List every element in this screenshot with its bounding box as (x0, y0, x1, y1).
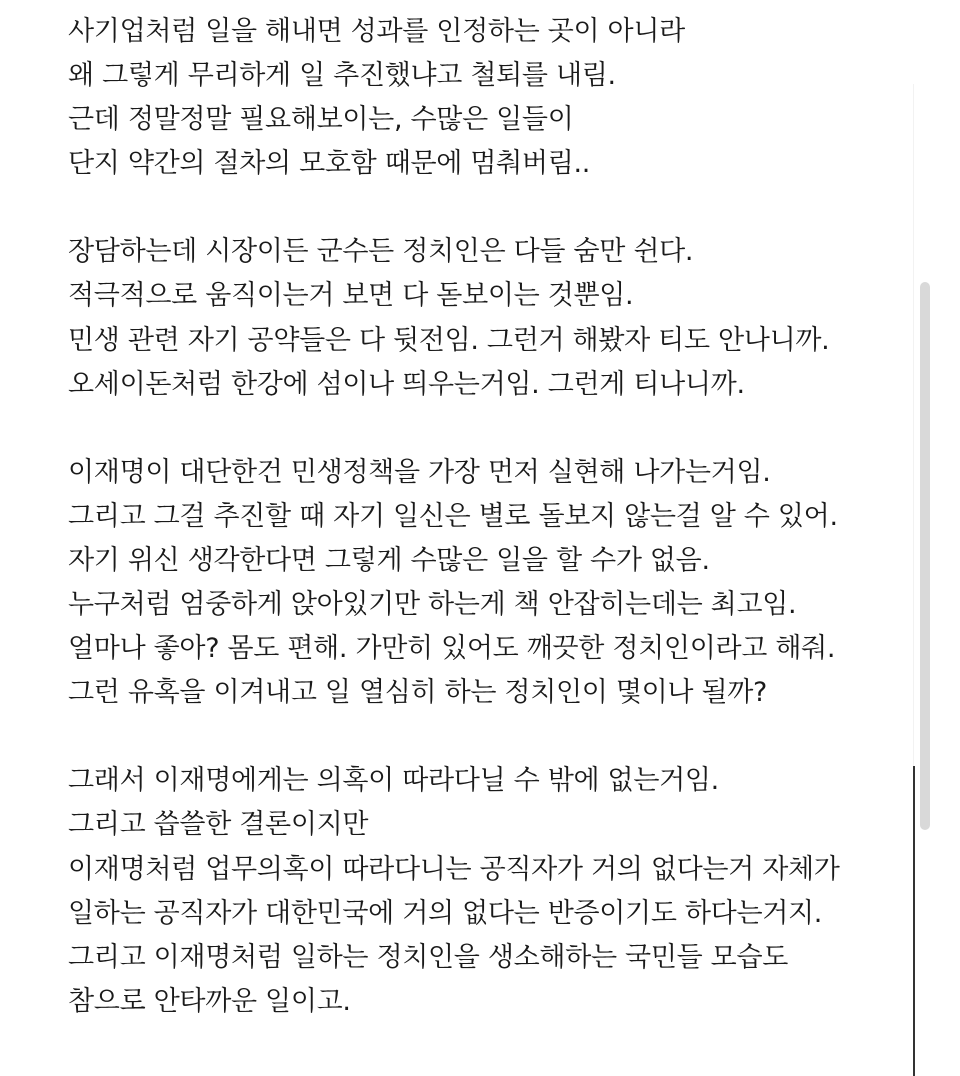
text-line: 그리고 씁쓸한 결론이지만 (68, 809, 369, 841)
post-body (68, 10, 908, 1068)
paragraph-3 (68, 451, 908, 716)
text-line: 누구처럼 엄중하게 앉아있기만 하는게 책 안잡히는데는 최고임. (68, 589, 797, 621)
scrollbar-thumb[interactable] (920, 282, 930, 830)
text-line: 그런 유혹을 이겨내고 일 열심히 하는 정치인이 몇이나 될까? (68, 677, 768, 709)
text-line: 적극적으로 움직이는거 보면 다 돋보이는 것뿐임. (68, 280, 634, 312)
text-line: 얼마나 좋아? 몸도 편해. 가만히 있어도 깨끗한 정치인이라고 해줘. (68, 633, 836, 665)
text-line: 장담하는데 시장이든 군수든 정치인은 다들 숨만 쉰다. (68, 236, 694, 268)
text-line: 사기업처럼 일을 해내면 성과를 인정하는 곳이 아니라 (68, 16, 685, 47)
paragraph-1 (68, 10, 908, 186)
text-line: 왜 그렇게 무리하게 일 추진했냐고 철퇴를 내림. (68, 60, 616, 92)
text-line: 그리고 이재명처럼 일하는 정치인을 생소해하는 국민들 모습도 (68, 941, 789, 973)
page-edge-divider (913, 766, 915, 1076)
text-line: 이재명이 대단한건 민생정책을 가장 먼저 실현해 나가는거임. (68, 456, 771, 488)
paragraph-2 (68, 230, 908, 406)
text-line: 단지 약간의 절차의 모호함 때문에 멈춰버림.. (68, 148, 591, 180)
text-line: 일하는 공직자가 대한민국에 거의 없다는 반증이기도 하다는거지. (68, 897, 823, 929)
text-line: 그리고 그걸 추진할 때 자기 일신은 별로 돌보지 않는걸 알 수 있어. (68, 500, 838, 532)
paragraph-4 (68, 759, 908, 1024)
text-line: 이재명처럼 업무의혹이 따라다니는 공직자가 거의 없다는거 자체가 (68, 853, 840, 885)
text-line: 민생 관련 자기 공약들은 다 뒷전임. 그런거 해봤자 티도 안나니까. (68, 324, 830, 356)
text-line: 오세이돈처럼 한강에 섬이나 띄우는거임. 그런게 티나니까. (68, 368, 745, 400)
text-line: 참으로 안타까운 일이고. (68, 985, 351, 1017)
text-line: 근데 정말정말 필요해보이는, 수많은 일들이 (68, 104, 574, 136)
text-line: 자기 위신 생각한다면 그렇게 수많은 일을 할 수가 없음. (68, 544, 710, 576)
text-line: 그래서 이재명에게는 의혹이 따라다닐 수 밖에 없는거임. (68, 765, 719, 797)
